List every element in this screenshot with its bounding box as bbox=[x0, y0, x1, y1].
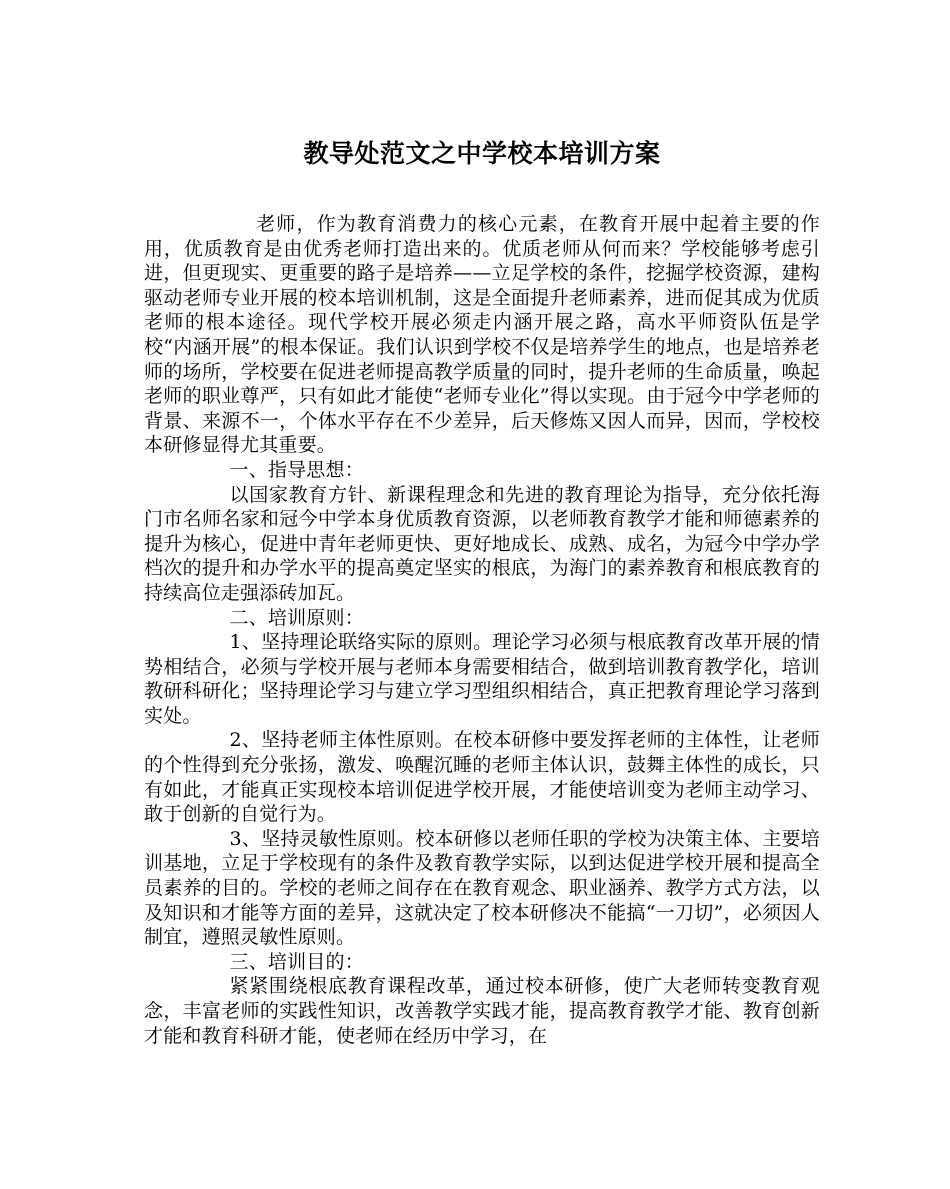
principle-1-paragraph: 1、坚持理论联络实际的原则。理论学习必须与根底教育改革开展的情势相结合，必须与学校开展与老师本身需要相结合，做到培训教育教学化，培训教研科研化；坚持理论学习与建立学习型组织相结合，真正把教育理论学习落到实处。 bbox=[144, 631, 820, 727]
intro-paragraph: 老师，作为教育消费力的核心元素，在教育开展中起着主要的作用，优质教育是由优秀老师打造出来的。优质老师从何而来？学校能够考虑引进，但更现实、更重要的路子是培养——立足学校的条件，挖掘学校资源，建构驱动老师专业开展的校本培训机制，这是全面提升老师素养，进而促其成为优质老师的根本途径。现代学校开展必须走内涵开展之路，高水平师资队伍是学校“内涵开展”的根本保证。我们认识到学校不仅是培养学生的地点，也是培养老师的场所，学校要在促进老师提高教学质量的同时，提升老师的生命质量，唤起老师的职业尊严，只有如此才能使“老师专业化”得以实现。由于冠今中学老师的背景、来源不一，个体水平存在不少差异，后天修炼又因人而异，因而，学校校本研修显得尤其重要。 bbox=[144, 213, 820, 457]
document-body bbox=[144, 212, 820, 1048]
guiding-ideology-paragraph: 以国家教育方针、新课程理念和先进的教育理论为指导，充分依托海门市名师名家和冠今中学本身优质教育资源，以老师教育教学才能和师德素养的提升为核心，促进中青年老师更快、更好地成长、成熟、成名，为冠今中学办学档次的提升和办学水平的提高奠定坚实的根底，为海门的素养教育和根底教育的持续高位走强添砖加瓦。 bbox=[144, 483, 820, 604]
section-heading-guiding-ideology: 一、指导思想： bbox=[229, 458, 364, 481]
section-heading-training-principles: 二、培训原则： bbox=[229, 606, 364, 629]
principle-2-paragraph: 2、坚持老师主体性原则。在校本研修中要发挥老师的主体性，让老师的个性得到充分张扬，激发、唤醒沉睡的老师主体认识，鼓舞主体性的成长，只有如此，才能真正实现校本培训促进学校开展，才能使培训变为老师主动学习、敢于创新的自觉行为。 bbox=[144, 729, 820, 826]
principle-3-paragraph: 3、坚持灵敏性原则。校本研修以老师任职的学校为决策主体、主要培训基地，立足于学校现有的条件及教育教学实际，以到达促进学校开展和提高全员素养的目的。学校的老师之间存在在教育观念、职业涵养、教学方式方法，以及知识和才能等方面的差异，这就决定了校本研修决不能搞“一刀切”，必须因人制宜，遵照灵敏性原则。 bbox=[144, 827, 820, 949]
document-title: 教导处范文之中学校本培训方案 bbox=[303, 139, 661, 168]
training-goals-paragraph: 紧紧围绕根底教育课程改革，通过校本研修，使广大老师转变教育观念，丰富老师的实践性知识，改善教学实践才能，提高教育教学才能、教育创新才能和教育科研才能，使老师在经历中学习，在 bbox=[144, 975, 820, 1047]
section-heading-training-goals: 三、培训目的： bbox=[229, 950, 364, 973]
